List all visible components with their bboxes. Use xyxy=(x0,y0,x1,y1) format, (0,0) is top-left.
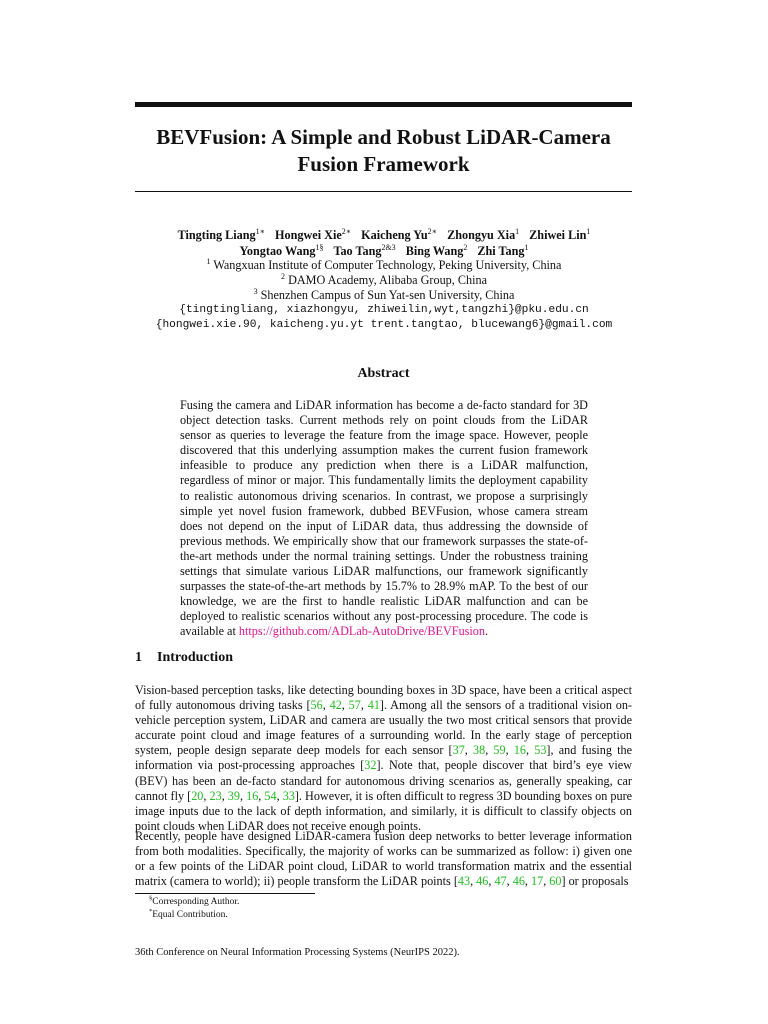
code-link[interactable]: https://github.com/ADLab-AutoDrive/BEVFusion xyxy=(238,624,485,639)
affiliations xyxy=(110,258,658,333)
author-name: Tao Tang xyxy=(333,244,382,258)
author-affiliation-mark: 2&3 xyxy=(381,243,396,252)
citation-link[interactable]: 41 xyxy=(367,698,380,713)
citation-link[interactable]: 47 xyxy=(494,874,507,889)
author-affiliation-mark: 2 xyxy=(463,243,468,252)
author-name: Hongwei Xie xyxy=(275,228,342,242)
paragraph-text: , xyxy=(485,743,494,758)
citation-link[interactable]: 46 xyxy=(512,874,525,889)
author-row-2 xyxy=(120,243,648,259)
citation-link[interactable]: 32 xyxy=(364,758,377,773)
footnotes xyxy=(149,896,239,921)
author-name: Kaicheng Yu xyxy=(361,228,428,242)
section-title: Introduction xyxy=(157,650,233,665)
paragraph-text: Recently, people have designed LiDAR-camera fusion deep networks to better leverage information from both modalities. Specifically, the majority of works can be summarized as follow: i) given one or a few points of the LiDAR point cloud, LiDAR to world transformation matrix and the essential matrix (camera to world); ii) people transform the LiDAR points [ xyxy=(135,829,632,889)
affiliation-1: $^1$ Wangxuan Institute of Computer Technology, Peking University, China xyxy=(206,257,562,272)
citation-link[interactable]: 53 xyxy=(534,743,547,758)
paragraph-text: ]. Note that, people discover that bird’s eye view (BEV) has been an de-facto standard for autonomous driving scenarios as, generally speaking, car cannot fly [ xyxy=(135,758,632,803)
paragraph-text: , xyxy=(239,788,247,803)
paragraph-text: , xyxy=(543,874,550,889)
section-number: 1 xyxy=(135,650,142,665)
intro-paragraph-1 xyxy=(135,683,632,834)
footnote-corresponding: §Corresponding Author. xyxy=(149,895,240,907)
email-line-2: {hongwei.xie.90, kaicheng.yu.yt trent.tangtao, blucewang6}@gmail.com xyxy=(155,319,613,331)
author-affiliation-mark: 1 xyxy=(586,227,591,236)
paragraph-text: , xyxy=(464,743,474,758)
paragraph-text: , xyxy=(276,788,283,803)
title-top-rule xyxy=(135,102,632,107)
author-list xyxy=(120,227,648,259)
citation-link[interactable]: 54 xyxy=(264,788,277,803)
citation-link[interactable]: 39 xyxy=(227,788,240,803)
citation-link[interactable]: 37 xyxy=(452,743,465,758)
paragraph-text: , xyxy=(221,788,228,803)
paragraph-text: , xyxy=(360,698,368,713)
paragraph-text: , xyxy=(203,788,210,803)
paragraph-text: ]. However, it is often difficult to regress 3D bounding boxes on pure image inputs due to the lack of depth information, and similarly, it is difficult to classify objects on point clouds when LiDAR does not receive enough points. xyxy=(135,788,633,833)
author-affiliation-mark: 2∗ xyxy=(427,227,438,236)
citation-link[interactable]: 60 xyxy=(549,874,562,889)
paragraph-text: ] or proposals xyxy=(561,874,629,889)
author-row-1 xyxy=(120,227,648,243)
author-name: Zhi Tang xyxy=(477,244,525,258)
affiliation-2: $^2$ DAMO Academy, Alibaba Group, China xyxy=(281,272,487,287)
author-name: Bing Wang xyxy=(405,244,464,258)
author-affiliation-mark: 1 xyxy=(515,227,520,236)
email-line-1: {tingtingliang, xiazhongyu, zhiweilin,wyt,tangzhi}@pku.edu.cn xyxy=(179,304,589,316)
paper-title xyxy=(135,124,632,178)
citation-link[interactable]: 20 xyxy=(191,788,204,803)
paragraph-text: Vision-based perception tasks, like detecting bounding boxes in 3D space, have been a critical aspect of fully autonomous driving tasks [ xyxy=(135,683,632,713)
citation-link[interactable]: 38 xyxy=(473,743,486,758)
author-affiliation-mark: 2∗ xyxy=(341,227,352,236)
title-line-2: Fusion Framework xyxy=(297,152,470,176)
author-name: Zhiwei Lin xyxy=(529,228,587,242)
author-name: Tingting Liang xyxy=(177,228,256,242)
citation-link[interactable]: 59 xyxy=(493,743,506,758)
paragraph-text: , xyxy=(506,874,513,889)
footnote-rule xyxy=(135,893,315,894)
author-affiliation-mark: 1 xyxy=(524,243,529,252)
paragraph-text: , xyxy=(505,743,514,758)
citation-link[interactable]: 42 xyxy=(329,698,342,713)
abstract-text: Fusing the camera and LiDAR information has become a de-facto standard for 3D object detection tasks. Current methods rely on point clouds from the LiDAR sensor as queries to leverage the feature from the image space. However, people discovered that this underlying assumption makes the current fusion framework infeasible to produce any prediction when there is a LiDAR malfunction, regardless of minor or major. This fundamentally limits the deployment capability to realistic autonomous driving scenarios. In contrast, we propose a surprisingly simple yet novel fusion framework, dubbed BEVFusion, whose camera stream does not depend on the input of LiDAR data, thus addressing the downside of previous methods. We empirically show that our framework surpasses the state-of-the-art methods under the normal training settings. Under the robustness training settings that simulate various LiDAR malfunctions, our framework significantly surpasses the state-of-the-art methods by 15.7% to 28.9% mAP. To the best of our knowledge, we are the first to handle realistic LiDAR malfunction and can be deployed to realistic scenarios without any post-processing procedure. The code is available at xyxy=(180,398,588,639)
footnote-equal-contribution: *Equal Contribution. xyxy=(149,907,228,920)
paragraph-text: ]. Among all the sensors of a traditional vision on-vehicle perception system, LiDAR and camera are usually the two most critical sensors that provide accurate point cloud and image features of a surrounding world. In the early stage of perception system, people design separate deep models for each sensor [ xyxy=(135,698,632,758)
paragraph-text: , xyxy=(524,874,532,889)
citation-link[interactable]: 33 xyxy=(282,788,295,803)
section-heading-introduction xyxy=(135,650,233,666)
abstract-body: Fusing the camera and LiDAR information has become a de-facto standard for 3D object detection tasks. Current methods rely on point clouds from the LiDAR sensor as queries to leverage the feature from the image space. However, people discovered that this underlying assumption makes the current fusion framework infeasible to produce any prediction when there is a LiDAR malfunction, regardless of minor or major. This fundamentally limits the deployment capability to realistic autonomous driving scenarios. In contrast, we propose a surprisingly simple yet novel fusion framework, dubbed BEVFusion, whose camera stream does not depend on the input of LiDAR data, thus addressing the downside of previous methods. We empirically show that our framework surpasses the state-of-the-art methods under the normal training settings. Under the robustness training settings that simulate various LiDAR malfunctions, our framework significantly surpasses the state-of-the-art methods by 15.7% to 28.9% mAP. To the best of our knowledge, we are the first to handle realistic LiDAR malfunction and can be deployed to realistic scenarios without any post-processing procedure. The code is available at https://github.com/ADLab-AutoDrive/BEVFusion. xyxy=(180,398,588,639)
citation-link[interactable]: 57 xyxy=(348,698,361,713)
citation-link[interactable]: 43 xyxy=(457,874,471,889)
paragraph-text: ], and fusing the information via post-processing approaches [ xyxy=(135,743,632,773)
abstract-heading: Abstract xyxy=(357,366,410,381)
author-name: Zhongyu Xia xyxy=(447,228,516,242)
author-affiliation-mark: 1§ xyxy=(315,243,324,252)
citation-link[interactable]: 16 xyxy=(513,743,527,758)
paragraph-text: , xyxy=(258,788,265,803)
paragraph-text: , xyxy=(341,698,349,713)
citation-link[interactable]: 46 xyxy=(476,874,489,889)
citation-link[interactable]: 17 xyxy=(531,874,544,889)
paragraph-text: , xyxy=(322,698,330,713)
author-name: Yongtao Wang xyxy=(239,244,316,258)
citation-link[interactable]: 23 xyxy=(209,788,222,803)
affiliation-3: $^3$ Shenzhen Campus of Sun Yat-sen University, China xyxy=(253,287,515,302)
title-line-1: BEVFusion: A Simple and Robust LiDAR-Camera xyxy=(156,125,611,149)
paragraph-text: , xyxy=(488,874,495,889)
title-bottom-rule xyxy=(135,191,632,192)
citation-link[interactable]: 56 xyxy=(310,698,323,713)
intro-paragraph-2 xyxy=(135,829,632,889)
citation-link[interactable]: 16 xyxy=(246,788,259,803)
paragraph-text: , xyxy=(470,874,477,889)
author-affiliation-mark: 1∗ xyxy=(255,227,266,236)
paragraph-text: , xyxy=(526,743,535,758)
conference-footer: 36th Conference on Neural Information Processing Systems (NeurIPS 2022). xyxy=(135,947,460,958)
